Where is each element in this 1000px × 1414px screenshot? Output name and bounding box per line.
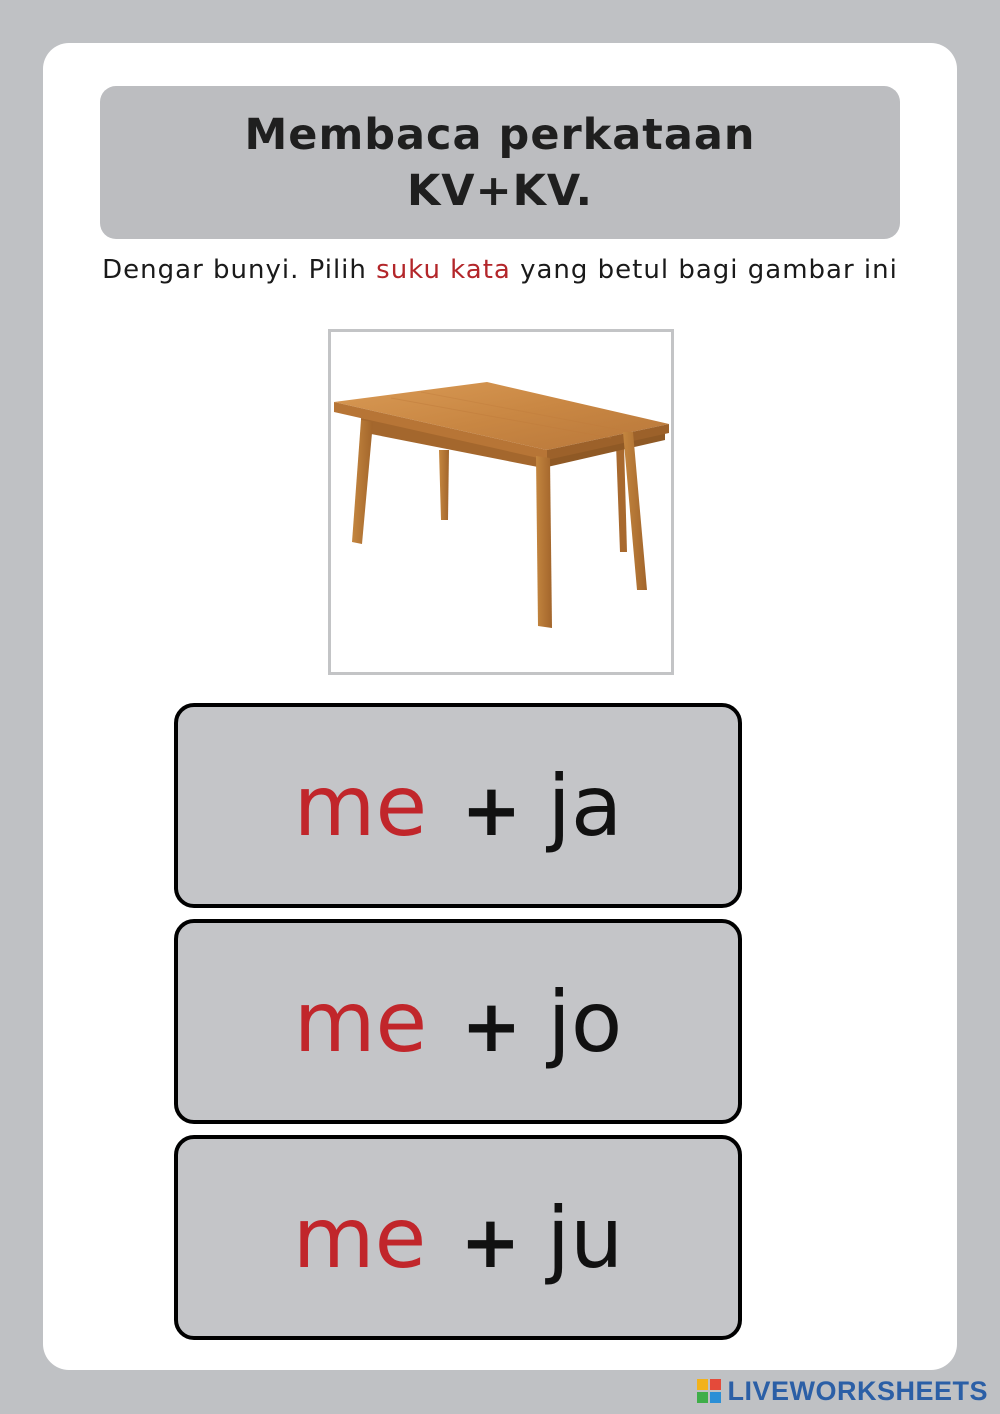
instruction-text — [43, 255, 957, 285]
plus-sign: + — [461, 767, 522, 852]
title-banner — [100, 86, 900, 239]
instruction-before: Dengar bunyi. Pilih — [102, 255, 377, 285]
instruction-after: yang betul bagi gambar ini — [510, 255, 898, 285]
option-label-3 — [292, 1188, 624, 1287]
syllable-second: ju — [546, 1188, 624, 1287]
syllable-first: me — [292, 1188, 427, 1287]
brand-name: LIVEWORKSHEETS — [727, 1375, 988, 1406]
syllable-second: ja — [547, 756, 623, 855]
picture-frame — [328, 329, 674, 675]
option-label-2 — [293, 972, 623, 1071]
syllable-second: jo — [547, 972, 623, 1071]
plus-sign: + — [461, 983, 522, 1068]
option-card-2[interactable] — [174, 919, 742, 1124]
liveworksheets-brand[interactable] — [697, 1374, 988, 1408]
option-card-3[interactable] — [174, 1135, 742, 1340]
wooden-table-icon — [331, 332, 671, 672]
plus-sign: + — [460, 1199, 521, 1284]
title-line-1: Membaca perkataan — [244, 109, 756, 160]
syllable-first: me — [293, 756, 428, 855]
liveworksheets-logo-icon — [697, 1379, 721, 1403]
title-line-2: KV+KV. — [406, 165, 594, 216]
syllable-first: me — [293, 972, 428, 1071]
option-label-1 — [293, 756, 623, 855]
option-card-1[interactable] — [174, 703, 742, 908]
instruction-highlight: suku kata — [376, 255, 511, 285]
